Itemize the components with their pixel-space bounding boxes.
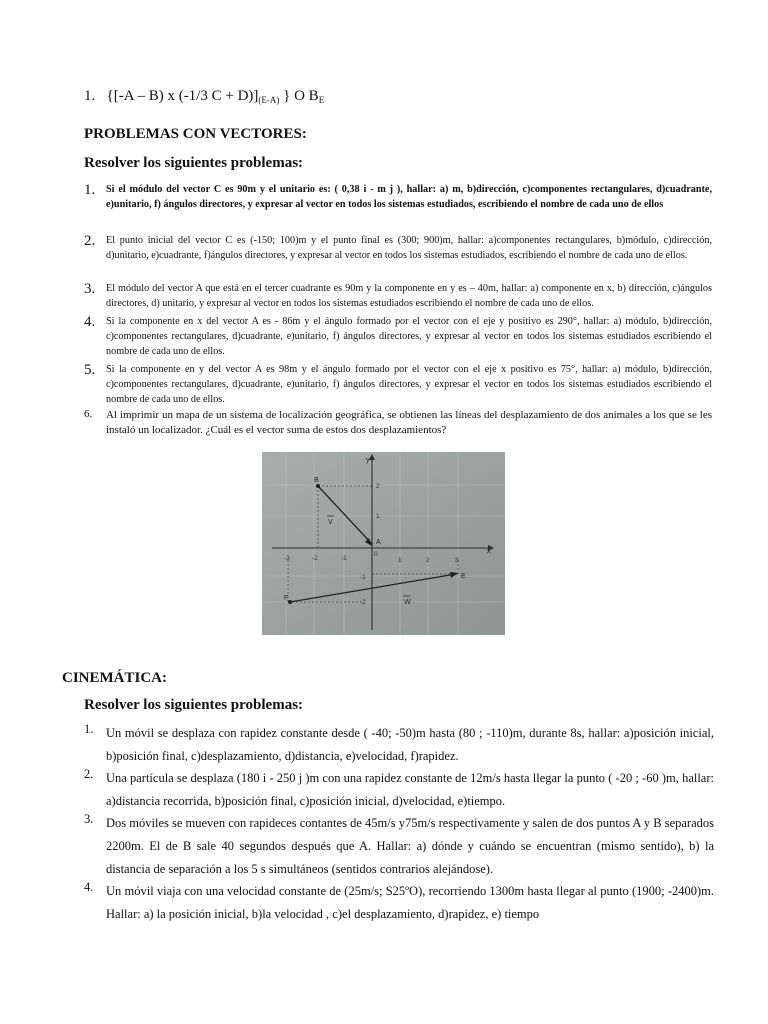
y-tick-label: 2 bbox=[376, 483, 380, 490]
problem-text: Un móvil viaja con una velocidad constante de (25m/s; S25ºO), recorriendo 1300m hasta llegar al punto (1900; -2400)m. Hallar: a) la posición inicial, b)la velocidad , c)el desplazamiento, d)rapidez, e) tiempo bbox=[106, 884, 714, 921]
problem-number: 1. bbox=[84, 722, 94, 736]
problem-number: 5. bbox=[84, 362, 96, 378]
top-expression-number: 1. bbox=[84, 88, 96, 104]
vector-v-label: V bbox=[328, 519, 333, 526]
kinematics-subtitle: Resolver los siguientes problemas: bbox=[84, 697, 304, 713]
kinematics-title: CINEMÁTICA: bbox=[62, 670, 167, 686]
top-expression-sub2: E bbox=[318, 95, 325, 105]
vector-diagram bbox=[262, 452, 505, 635]
point-b bbox=[316, 484, 320, 488]
problem-number: 2. bbox=[84, 767, 94, 781]
problem-text: Al imprimir un mapa de un sistema de localización geográfica, se obtienen las líneas del desplazamiento de dos animales a los que se les instaló un localizador. ¿Cuál es el vector suma de estos dos desplazamientos? bbox=[106, 409, 712, 436]
x-tick-label: -3 bbox=[284, 555, 290, 562]
problem-number: 3. bbox=[84, 281, 96, 297]
photo-background bbox=[262, 452, 505, 635]
top-expression bbox=[84, 88, 324, 105]
x-tick-label: -2 bbox=[312, 555, 318, 562]
x-axis-label: x bbox=[487, 548, 491, 555]
problem-text: Si el módulo del vector C es 90m y el unitario es: ( 0,38 i - m j ), hallar: a) m, b)dirección, c)componentes rectangulares, d)cuadrante, e)unitario, f) ángulos directores, y expresar al vector en todos los sistemas estudiados, escribiendo el nombre de cada uno de ellos bbox=[106, 184, 712, 210]
problem-text: Un móvil se desplaza con rapidez constante desde ( -40; -50)m hasta (80 ; -110)m, durante 8s, hallar: a)posición inicial, b)posición final, c)desplazamiento, d)distancia, e)velocidad, f)rapidez. bbox=[106, 726, 714, 763]
vector-w-label: W bbox=[404, 599, 411, 606]
x-tick-label: 1 bbox=[398, 557, 402, 564]
x-tick-label: -1 bbox=[341, 555, 347, 562]
top-expression-rest: } O B bbox=[283, 88, 319, 104]
point-a-label: A bbox=[376, 539, 381, 546]
top-expression-main: {[-A – B) x (-1/3 C + D)] bbox=[106, 88, 259, 104]
problem-text: El punto inicial del vector C es (-150; 100)m y el punto final es (300; 900)m, hallar: a)componentes rectangulares, b)módulo, c)dirección, d)unitario, e)cuadrante, f)ángulos directores, y expresar al vector en todos los sistemas estudiados, escribiendo el nombre de cada uno de ellos. bbox=[106, 235, 712, 261]
y-tick-label: -2 bbox=[360, 599, 366, 606]
problem-number: 4. bbox=[84, 314, 96, 330]
problem-number: 3. bbox=[84, 812, 94, 826]
top-expression-sub: (E-A) bbox=[258, 95, 280, 105]
problem-text: El módulo del vector A que está en el tercer cuadrante es 90m y la componente en y es – 40m, hallar: a) componente en x, b) dirección, c)ángulos directores, d) unitario, y expresar al vector en todos los sistemas estudiados escribiendo el nombre de cada uno de ellos. bbox=[106, 283, 712, 309]
point-f-label: F bbox=[284, 595, 289, 602]
problem-number: 1. bbox=[84, 182, 96, 198]
vectors-subtitle: Resolver los siguientes problemas: bbox=[84, 155, 304, 171]
problem-text: Dos móviles se mueven con rapideces contantes de 45m/s y75m/s respectivamente y salen de dos puntos A y B separados 2200m. El de B sale 40 segundos después que A. Hallar: a) dónde y cuándo se encuentran (mismo sentido), b) la distancia de separación a los 5 s simultáneos (sentidos contrarios alejándose). bbox=[106, 816, 714, 876]
point-e-label: E bbox=[461, 573, 466, 580]
x-tick-label: 2 bbox=[426, 557, 430, 564]
x-tick-label: 3 bbox=[455, 557, 459, 564]
problem-text: Una partícula se desplaza (180 i - 250 j )m con una rapidez constante de 12m/s hasta llegar la punto ( -20 ; -60 )m, hallar: a)distancia recorrida, b)posición final, c)posición inicial, d)velocidad, e)tiempo. bbox=[106, 771, 714, 808]
y-tick-label: 1 bbox=[376, 513, 380, 520]
vector-diagram-photo bbox=[262, 452, 505, 635]
problem-text: Si la componente en y del vector A es 98m y el ángulo formado por el vector con el eje x positivo es 75°, hallar: a) módulo, b)dirección, c)componentes rectangulares, d)cuadrante, e)unitario, f) ángulos directores, y expresar el vector en todos los sistemas estudiados escribiendo el nombre de cada uno de ellos. bbox=[106, 364, 712, 405]
vectors-title: PROBLEMAS CON VECTORES: bbox=[84, 126, 307, 142]
problem-text: Si la componente en x del vector A es - 86m y el ángulo formado por el vector con el eje y positivo es 290°, hallar: a) módulo, b)dirección, c)componentes rectangulares, d)cuadrante, e)unitario, f) ángulos directores, y expresar al vector en todos los sistemas estudiados escribiendo el nombre de cada uno de ellos. bbox=[106, 316, 712, 357]
problem-number: 6. bbox=[84, 408, 93, 420]
problem-number: 4. bbox=[84, 880, 94, 894]
point-b-label: B bbox=[314, 477, 319, 484]
point-f bbox=[288, 600, 292, 604]
origin-label: 0 bbox=[374, 551, 378, 558]
y-axis-label: y bbox=[366, 457, 370, 464]
y-tick-label: -1 bbox=[360, 574, 366, 581]
problem-number: 2. bbox=[84, 233, 96, 249]
